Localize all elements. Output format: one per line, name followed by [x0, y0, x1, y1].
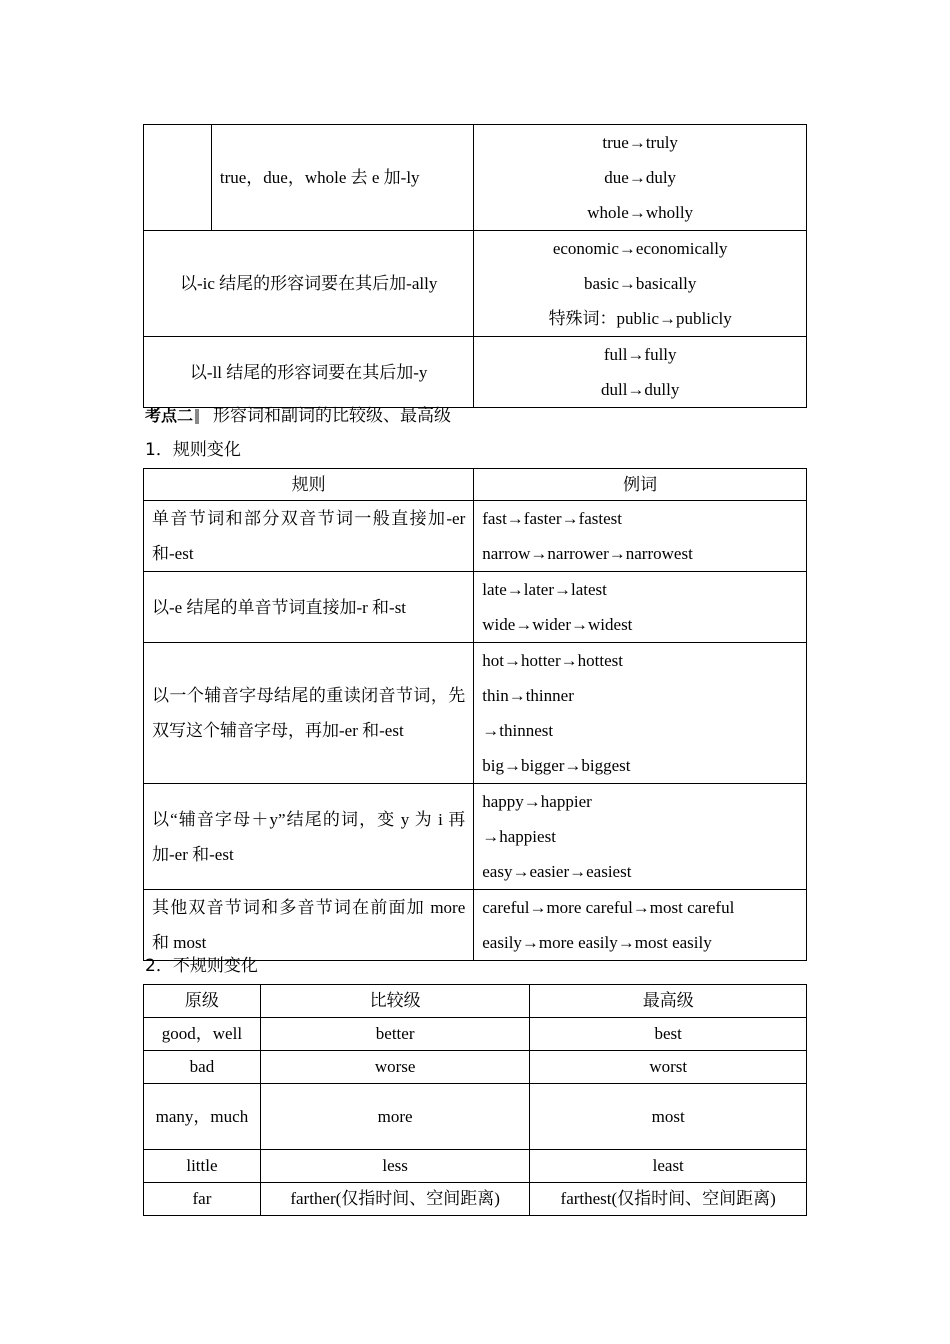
- example-line: economic→economically: [552, 239, 728, 258]
- table-cell-empty: [144, 125, 212, 231]
- examples-cell: [474, 231, 807, 337]
- table-row: [144, 1183, 807, 1216]
- section-heading: [145, 401, 451, 426]
- example-line: basic→basically: [583, 274, 697, 293]
- comparative-cell: farther(仅指时间、空间距离): [260, 1183, 530, 1216]
- rule-cell: 以-ic 结尾的形容词要在其后加-ally: [144, 231, 474, 337]
- subsection-title-irregular: 2．不规则变化: [145, 956, 258, 976]
- examples-cell: [474, 501, 807, 572]
- example-line: dull→dully: [600, 380, 680, 399]
- tag-bar-icon: [195, 409, 199, 424]
- subsection-title-regular: 1．规则变化: [145, 440, 241, 460]
- section-title: 形容词和副词的比较级、最高级: [213, 406, 452, 426]
- column-header: 例词: [474, 469, 807, 501]
- table-header-row: [144, 985, 807, 1018]
- section-tag: 考点二: [145, 406, 194, 425]
- examples-cell: [474, 125, 807, 231]
- example-line: careful→more careful→most careful: [482, 898, 735, 917]
- example-line: hot→hotter→hottest: [482, 651, 623, 670]
- regular-comparison-table: [143, 468, 807, 961]
- superlative-cell: farthest(仅指时间、空间距离): [530, 1183, 807, 1216]
- column-header: 比较级: [260, 985, 530, 1018]
- comparative-cell: better: [260, 1018, 530, 1051]
- table-row: [144, 1150, 807, 1183]
- table-row: [144, 125, 807, 231]
- column-header: 最高级: [530, 985, 807, 1018]
- example-line: late→later→latest: [482, 580, 607, 599]
- examples-cell: [474, 784, 807, 890]
- example-line: wide→wider→widest: [482, 615, 633, 634]
- adverb-formation-table: [143, 124, 807, 408]
- base-form-cell: bad: [144, 1051, 261, 1084]
- superlative-cell: least: [530, 1150, 807, 1183]
- rule-cell: 以-e 结尾的单音节词直接加-r 和-st: [144, 572, 474, 643]
- rule-cell: 其他双音节词和多音节词在前面加 more 和 most: [144, 890, 474, 961]
- base-form-cell: many，much: [144, 1084, 261, 1150]
- base-form-cell: little: [144, 1150, 261, 1183]
- example-line: happy→happier: [482, 792, 592, 811]
- examples-cell: [474, 337, 807, 408]
- example-line: narrow→narrower→narrowest: [482, 544, 693, 563]
- table-row: [144, 784, 807, 890]
- comparative-cell: worse: [260, 1051, 530, 1084]
- comparative-cell: less: [260, 1150, 530, 1183]
- rule-cell: 以一个辅音字母结尾的重读闭音节词，先双写这个辅音字母，再加-er 和-est: [144, 643, 474, 784]
- example-line: easy→easier→easiest: [482, 862, 632, 881]
- example-line: due→duly: [604, 168, 677, 187]
- examples-cell: [474, 572, 807, 643]
- table-row: [144, 337, 807, 408]
- table-row: [144, 890, 807, 961]
- table-row: [144, 643, 807, 784]
- example-line: →happiest: [482, 827, 556, 846]
- example-line: easily→more easily→most easily: [482, 933, 712, 952]
- irregular-comparison-table: [143, 984, 807, 1216]
- base-form-cell: far: [144, 1183, 261, 1216]
- rule-cell: true，due，whole 去 e 加-ly: [211, 125, 473, 231]
- superlative-cell: worst: [530, 1051, 807, 1084]
- examples-cell: [474, 890, 807, 961]
- comparative-cell: more: [260, 1084, 530, 1150]
- table-row: [144, 1051, 807, 1084]
- rule-cell: 以-ll 结尾的形容词要在其后加-y: [144, 337, 474, 408]
- example-line: thin→thinner: [482, 686, 574, 705]
- column-header: 原级: [144, 985, 261, 1018]
- example-line: true→truly: [602, 133, 678, 152]
- superlative-cell: most: [530, 1084, 807, 1150]
- example-line: 特殊词：public→publicly: [548, 309, 732, 328]
- examples-cell: [474, 643, 807, 784]
- example-line: big→bigger→biggest: [482, 756, 631, 775]
- table-row: [144, 231, 807, 337]
- table-header-row: [144, 469, 807, 501]
- example-line: fast→faster→fastest: [482, 509, 622, 528]
- rule-cell: 单音节词和部分双音节词一般直接加-er 和-est: [144, 501, 474, 572]
- superlative-cell: best: [530, 1018, 807, 1051]
- column-header: 规则: [144, 469, 474, 501]
- table-row: [144, 1018, 807, 1051]
- example-line: full→fully: [603, 345, 677, 364]
- table-row: [144, 501, 807, 572]
- table-row: [144, 572, 807, 643]
- rule-cell: 以“辅音字母＋y”结尾的词，变 y 为 i 再加-er 和-est: [144, 784, 474, 890]
- base-form-cell: good，well: [144, 1018, 261, 1051]
- table-row: [144, 1084, 807, 1150]
- example-line: whole→wholly: [587, 203, 694, 222]
- example-line: →thinnest: [482, 721, 554, 740]
